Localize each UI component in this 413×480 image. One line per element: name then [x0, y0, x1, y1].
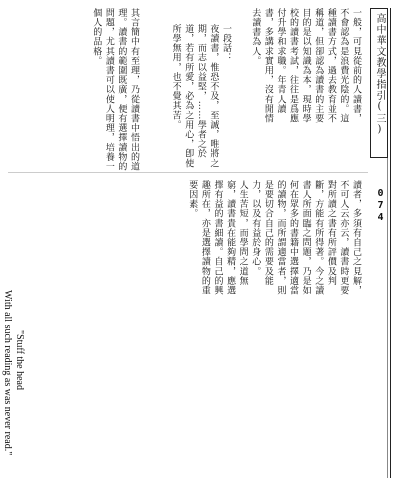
page-border-line [390, 8, 391, 478]
page-number: 074 [375, 188, 386, 224]
indented-quote: 一段話： 夜讀書，惟恐不及，至誠，唯將之期，而志以益堅，……學者之於道，若有所愛，必為之用心，卽使所學無用，也不覺其苦。 [170, 24, 231, 168]
english-quote-line-1: "Stuff the head [14, 330, 25, 390]
paragraph-middle: 其言簡中有至理，乃從讀書中悟出的道理。讀書的範圍既廣，便有選擇讀物的問題，尤其讀書可以使人明理，培養一個人的品格。 [91, 8, 139, 172]
book-title: 高中華文教學指引(三) [370, 8, 388, 158]
section-divider [8, 172, 368, 173]
english-quote-line-2: With all such reading as was never read." [2, 290, 13, 456]
paragraph-top: 一般，可見從前的人讀書，不會認為是浪費光陰的。這種讀書方式，過去教育並不稱道，但卻認為讀書的主要目的是以知識為本，現時學校的讀書考試，往往是爲應付升學和求職。年青人讀書，多講求實用，沒有閒情去讀書為人。 [250, 8, 361, 124]
paragraph-bottom: 讀者，多須有自己之見解，不可人云亦云，讀書時更要對所讀之書有所評價及判斷，方能有所得著。今之讀書人所面臨之問題，乃是如何在眾多的書籍中選擇適當的讀物，而所謂適當者，則是要切合自己的需要及能力，以及有益於身心。 人生苦短，而學問之道無窮，讀書貴在能夠精，應選擇有益的書細讀。自己的興趣所在，亦是選擇讀物的重要因素。 [187, 180, 361, 296]
